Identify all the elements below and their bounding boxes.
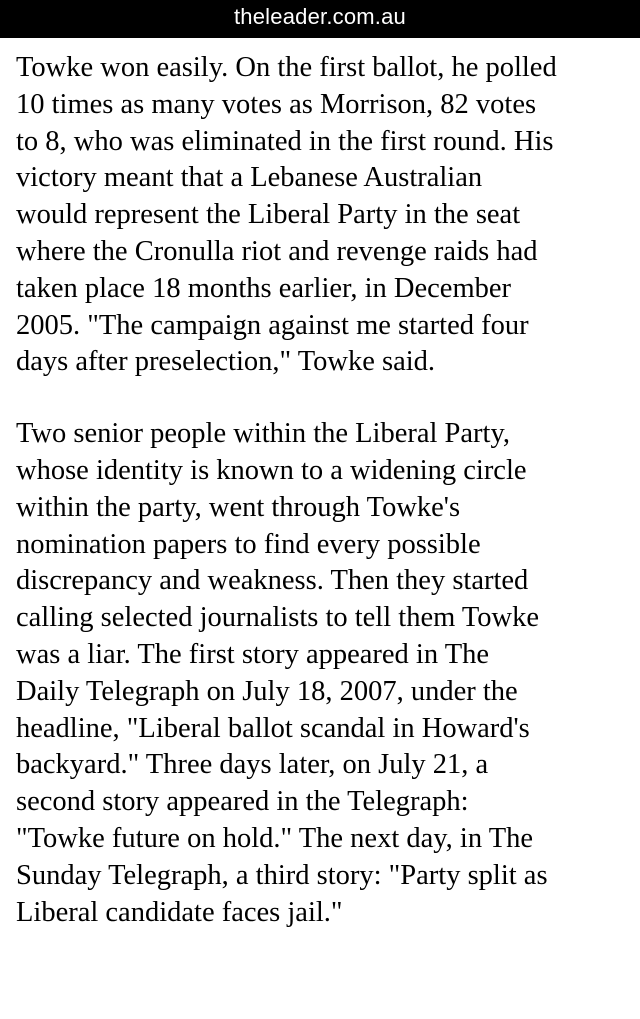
text-line: calling selected journalists to tell them Towke (16, 602, 540, 634)
text-line: Daily Telegraph on July 18, 2007, under the (16, 675, 518, 707)
text-line: second story appeared in the Telegraph: (16, 786, 469, 818)
text-line: discrepancy and weakness. Then they started (16, 565, 529, 597)
article-paragraph-2 (16, 416, 636, 931)
article-body (16, 50, 636, 931)
text-line: was a liar. The first story appeared in The (16, 638, 490, 670)
text-line: headline, "Liberal ballot scandal in Howard's (16, 712, 530, 744)
text-line: Liberal candidate faces jail." (16, 896, 343, 928)
text-line: within the party, went through Towke's (16, 491, 461, 523)
text-line: backyard." Three days later, on July 21, a (16, 749, 489, 781)
text-line: nomination papers to find every possible (16, 528, 481, 560)
text-line: Sunday Telegraph, a third story: "Party split as (16, 859, 548, 891)
url-bar[interactable] (0, 0, 640, 38)
text-line: would represent the Liberal Party in the seat (16, 199, 521, 231)
url-text: theleader.com.au (234, 4, 406, 29)
text-line: days after preselection," Towke said. (16, 346, 436, 378)
text-line: to 8, who was eliminated in the first round. His (16, 125, 554, 157)
text-line: Towke won easily. On the first ballot, he polled (16, 52, 557, 83)
text-line: 10 times as many votes as Morrison, 82 votes (16, 88, 537, 120)
text-line: where the Cronulla riot and revenge raids had (16, 235, 538, 267)
text-line: "Towke future on hold." The next day, in The (16, 822, 534, 854)
text-line: whose identity is known to a widening circle (16, 454, 527, 486)
text-line: Two senior people within the Liberal Party, (16, 418, 510, 450)
text-line: 2005. "The campaign against me started four (16, 309, 529, 341)
article-paragraph-1 (16, 50, 636, 381)
text-line: taken place 18 months earlier, in December (16, 272, 512, 304)
text-line: victory meant that a Lebanese Australian (16, 162, 483, 194)
